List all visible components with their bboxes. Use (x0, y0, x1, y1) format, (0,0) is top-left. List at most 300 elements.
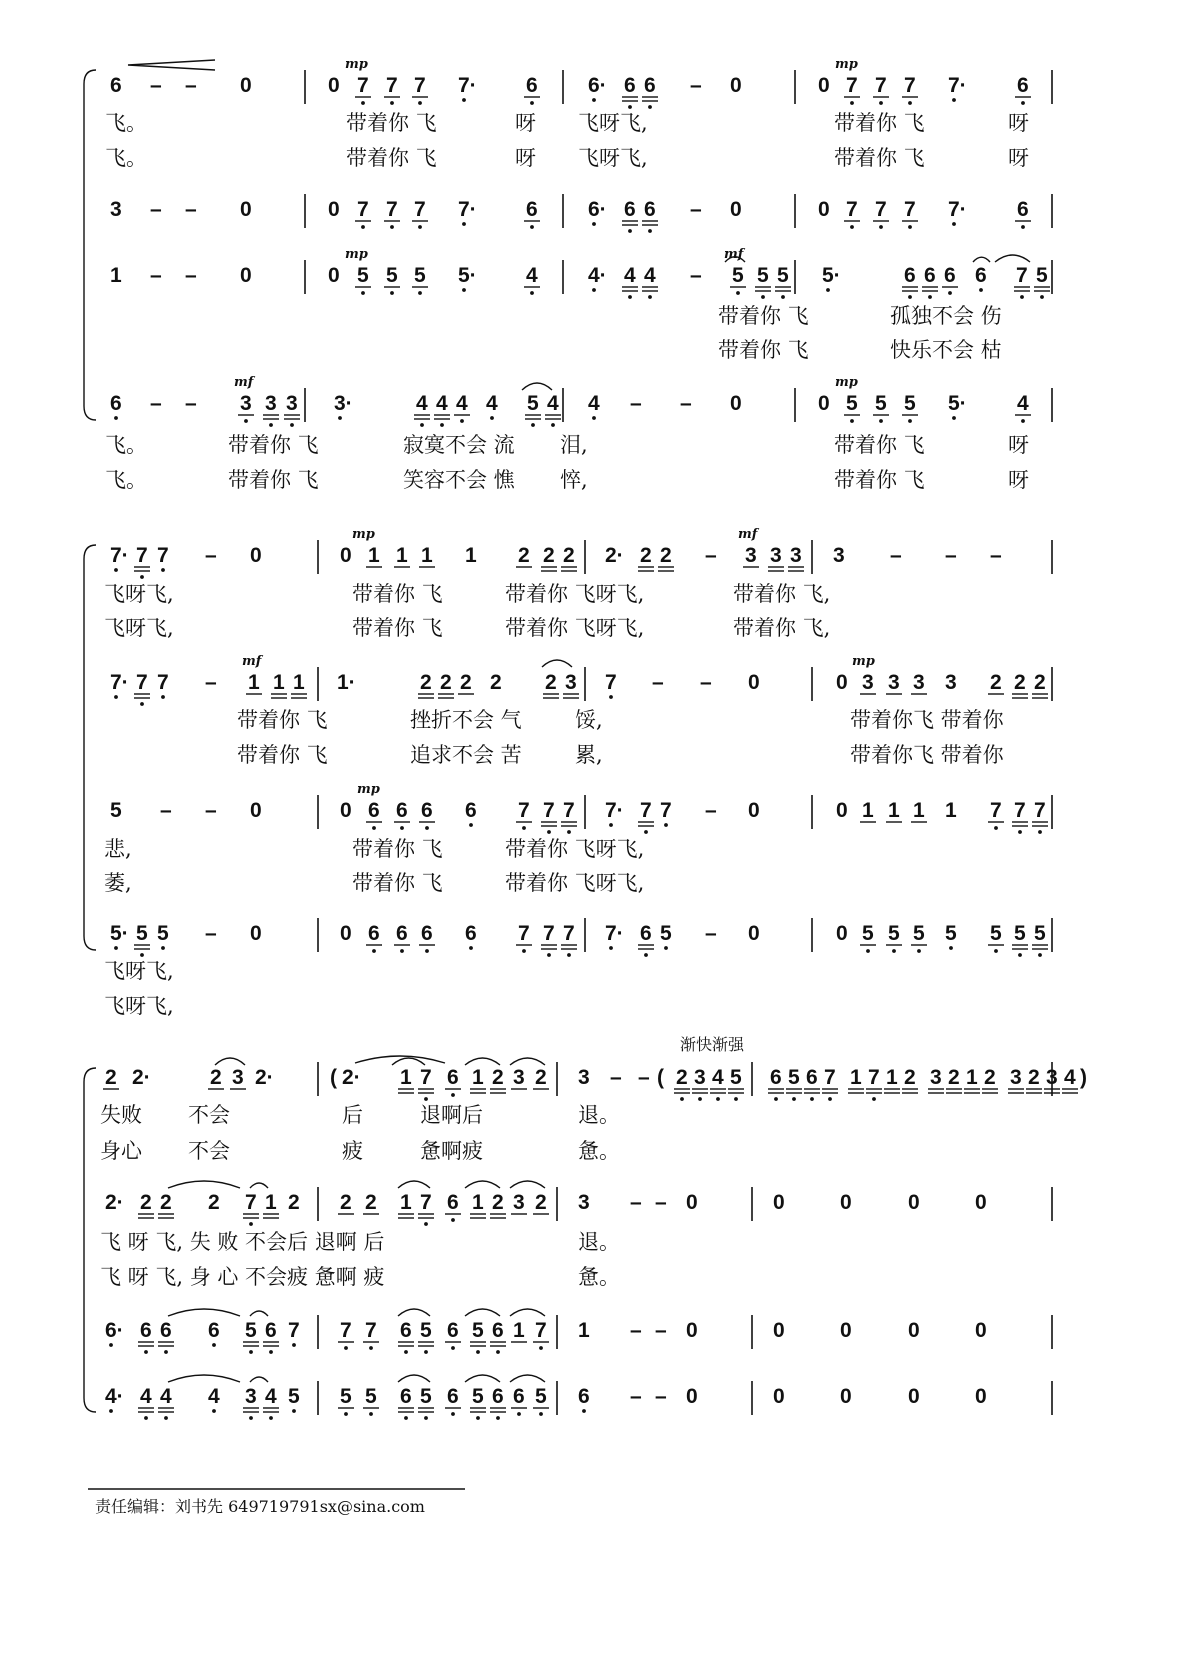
slur-mark (510, 1309, 545, 1316)
note: 2· (255, 1066, 274, 1089)
lyric-text: 呀 (1008, 111, 1029, 135)
lyric-text: 孤独不会 伤 (890, 304, 1002, 328)
note: 7 (535, 1319, 547, 1342)
voice-part-4 (104, 918, 1052, 1018)
note: 3 (513, 1066, 525, 1089)
note: 0 (908, 1319, 920, 1342)
low-octave-dot (582, 1409, 586, 1413)
note: 3 (913, 671, 925, 694)
note: 0 (836, 922, 848, 945)
low-octave-dot (369, 1412, 373, 1416)
note: 6 (644, 74, 656, 97)
low-octave-dot (161, 695, 165, 699)
note: – (690, 198, 702, 221)
note: 7 (563, 799, 575, 822)
note: 3 (578, 1066, 590, 1089)
note: 4 (712, 1066, 724, 1089)
note: – (630, 1191, 642, 1214)
dynamic-marking: mf (738, 527, 758, 542)
note: 2 (160, 1191, 172, 1214)
note: 2 (660, 544, 672, 567)
note: – (160, 799, 172, 822)
low-octave-dot (547, 953, 551, 957)
tempo-marking: 渐快渐强 (680, 1035, 745, 1054)
low-octave-dot (949, 946, 953, 950)
low-octave-dot (917, 949, 921, 953)
note: 4 (160, 1385, 172, 1408)
lyric-text: 飞呀飞, (104, 959, 174, 983)
lyric-text: 挫折不会 气 (410, 708, 522, 732)
lyric-text: 泪, (560, 433, 588, 457)
note: 1 (110, 264, 122, 287)
low-octave-dot (451, 1346, 455, 1350)
note: 0 (818, 198, 830, 221)
dynamic-marking: mf (242, 654, 262, 669)
low-octave-dot (826, 288, 830, 292)
note: 2 (545, 671, 557, 694)
note: 3 (265, 392, 277, 415)
note: 3 (1010, 1066, 1022, 1089)
note: 6 (208, 1319, 220, 1342)
note: – (890, 544, 902, 567)
note: 4 (547, 392, 559, 415)
lyric-text: 失败 (100, 1103, 142, 1127)
lyric-text: 退。 (578, 1103, 620, 1127)
note: 4 (1017, 392, 1029, 415)
note: 7 (543, 922, 555, 945)
note: 0 (250, 544, 262, 567)
note: 4· (588, 264, 607, 287)
note: – (150, 74, 162, 97)
low-octave-dot (418, 225, 422, 229)
low-octave-dot (908, 225, 912, 229)
low-octave-dot (952, 98, 956, 102)
note: 2 (1034, 671, 1046, 694)
note: 7 (245, 1191, 257, 1214)
slur-mark (398, 1375, 430, 1382)
dynamic-marking: mp (352, 527, 375, 542)
note: 7· (110, 544, 129, 567)
note: 5 (788, 1066, 800, 1089)
low-octave-dot (592, 288, 596, 292)
note: ( (330, 1066, 337, 1089)
note: 2 (288, 1191, 300, 1214)
note: 4 (140, 1385, 152, 1408)
note: 2 (492, 1066, 504, 1089)
note: 0 (840, 1191, 852, 1214)
low-octave-dot (592, 222, 596, 226)
note: 2 (365, 1191, 377, 1214)
note: 0 (240, 74, 252, 97)
lyric-text: 惫。 (578, 1139, 620, 1163)
note: 6 (421, 799, 433, 822)
note: 0 (908, 1191, 920, 1214)
note: 7 (136, 671, 148, 694)
slur-mark (465, 1309, 500, 1316)
low-octave-dot (774, 1097, 778, 1101)
note: 5 (110, 799, 122, 822)
note: 0 (975, 1385, 987, 1408)
slur-mark (250, 1311, 268, 1316)
low-octave-dot (292, 1409, 296, 1413)
low-octave-dot (628, 105, 632, 109)
note: 7· (605, 922, 624, 945)
note: 7· (458, 74, 477, 97)
note: 5 (365, 1385, 377, 1408)
note: 6 (140, 1319, 152, 1342)
note: 1 (472, 1066, 484, 1089)
voice-part-1 (104, 527, 1052, 640)
low-octave-dot (810, 1097, 814, 1101)
note: 5 (1034, 922, 1046, 945)
low-octave-dot (792, 1097, 796, 1101)
note: ( (657, 1066, 664, 1089)
note: 5 (414, 264, 426, 287)
low-octave-dot (424, 1350, 428, 1354)
low-octave-dot (592, 98, 596, 102)
note: 0 (908, 1385, 920, 1408)
low-octave-dot (144, 1416, 148, 1420)
note: 5· (110, 922, 129, 945)
note: 7 (904, 74, 916, 97)
low-octave-dot (531, 423, 535, 427)
lyric-text: 悲, (104, 837, 132, 861)
low-octave-dot (496, 1416, 500, 1420)
note: 5 (846, 392, 858, 415)
lyric-text: 呀 (1008, 433, 1029, 457)
note: 3 (245, 1385, 257, 1408)
note: 7· (948, 74, 967, 97)
note: 7 (1034, 799, 1046, 822)
note: 3 (945, 671, 957, 694)
low-octave-dot (892, 949, 896, 953)
low-octave-dot (530, 225, 534, 229)
slur-mark (398, 1181, 430, 1188)
note: 3 (232, 1066, 244, 1089)
lyric-text: 带着你 飞, (733, 616, 831, 640)
note: 5 (136, 922, 148, 945)
low-octave-dot (144, 1350, 148, 1354)
note: 1 (513, 1319, 525, 1342)
low-octave-dot (424, 1222, 428, 1226)
low-octave-dot (361, 101, 365, 105)
voice-part-3 (104, 782, 1052, 895)
note: 6 (770, 1066, 782, 1089)
lyric-text: 呀 (1008, 146, 1029, 170)
note: 5 (420, 1319, 432, 1342)
note: 7 (990, 799, 1002, 822)
lyric-text: 飞呀飞, (104, 582, 174, 606)
low-octave-dot (338, 416, 342, 420)
note: 0 (730, 74, 742, 97)
system-3 (84, 1035, 1087, 1420)
note: 4 (624, 264, 636, 287)
note: 6 (526, 74, 538, 97)
lyric-text: 惫啊疲 (420, 1139, 483, 1163)
lyric-text: 惫。 (578, 1265, 620, 1289)
note: 6 (400, 1319, 412, 1342)
note: 1 (578, 1319, 590, 1342)
low-octave-dot (850, 419, 854, 423)
note: 4 (208, 1385, 220, 1408)
dynamic-marking: mp (345, 57, 368, 72)
note: 2 (640, 544, 652, 567)
note: – (150, 264, 162, 287)
low-octave-dot (212, 1409, 216, 1413)
lyric-text: 不会 (188, 1139, 230, 1163)
low-octave-dot (424, 1097, 428, 1101)
note: 5 (157, 922, 169, 945)
note: 1 (945, 799, 957, 822)
low-octave-dot (109, 1409, 113, 1413)
note: 6 (447, 1191, 459, 1214)
low-octave-dot (547, 830, 551, 834)
note: 3 (240, 392, 252, 415)
low-octave-dot (114, 946, 118, 950)
low-octave-dot (734, 1097, 738, 1101)
low-octave-dot (872, 1097, 876, 1101)
note: 2 (535, 1066, 547, 1089)
low-octave-dot (1038, 830, 1042, 834)
lyric-text: 带着你 飞 (346, 111, 437, 135)
low-octave-dot (361, 225, 365, 229)
note: 3 (565, 671, 577, 694)
note: 5 (888, 922, 900, 945)
low-octave-dot (609, 695, 613, 699)
low-octave-dot (361, 291, 365, 295)
low-octave-dot (551, 423, 555, 427)
lyric-text: 带着你 飞 (228, 433, 319, 457)
lyric-text: 馁, (575, 708, 603, 732)
lyric-text: 带着你 飞 (352, 837, 443, 861)
low-octave-dot (404, 1416, 408, 1420)
slur-mark (973, 257, 990, 262)
note: 0 (773, 1385, 785, 1408)
note: 5 (386, 264, 398, 287)
note: 6 (806, 1066, 818, 1089)
low-octave-dot (592, 416, 596, 420)
low-octave-dot (539, 1346, 543, 1350)
low-octave-dot (530, 101, 534, 105)
note: – (705, 922, 717, 945)
low-octave-dot (418, 101, 422, 105)
note: 2 (984, 1066, 996, 1089)
note: – (185, 264, 197, 287)
low-octave-dot (140, 702, 144, 706)
note: 0 (840, 1319, 852, 1342)
low-octave-dot (140, 575, 144, 579)
note: – (705, 799, 717, 822)
low-octave-dot (1040, 295, 1044, 299)
note: 2 (340, 1191, 352, 1214)
note: 4 (588, 392, 600, 415)
note: 0 (730, 198, 742, 221)
slur-mark (168, 1375, 240, 1382)
low-octave-dot (290, 423, 294, 427)
slur-mark (995, 255, 1030, 262)
note: 6 (447, 1066, 459, 1089)
lyric-text: 退。 (578, 1230, 620, 1254)
slur-mark (510, 1375, 545, 1382)
dynamic-marking: mp (357, 782, 380, 797)
slur-mark (465, 1058, 500, 1065)
lyric-text: 萎, (104, 871, 132, 895)
note: – (680, 392, 692, 415)
note: 3 (1046, 1066, 1058, 1089)
low-octave-dot (212, 1343, 216, 1347)
note: 3 (930, 1066, 942, 1089)
lyric-text: 呀 (515, 146, 536, 170)
note: – (655, 1191, 667, 1214)
low-octave-dot (249, 1416, 253, 1420)
note: 1 (396, 544, 408, 567)
note: 5 (420, 1385, 432, 1408)
low-octave-dot (451, 1412, 455, 1416)
note: 6 (526, 198, 538, 221)
note: 0 (773, 1191, 785, 1214)
low-octave-dot (114, 416, 118, 420)
low-octave-dot (994, 826, 998, 830)
note: 6 (447, 1385, 459, 1408)
note: 0 (975, 1191, 987, 1214)
low-octave-dot (161, 946, 165, 950)
note: 6 (640, 922, 652, 945)
voice-part-3 (110, 247, 1052, 362)
low-octave-dot (522, 949, 526, 953)
low-octave-dot (850, 225, 854, 229)
low-octave-dot (469, 946, 473, 950)
low-octave-dot (451, 1093, 455, 1097)
note: 1 (400, 1066, 412, 1089)
note: 3 (888, 671, 900, 694)
note: 3 (833, 544, 845, 567)
note: 7 (543, 799, 555, 822)
lyric-text: 带着你 飞 (237, 708, 328, 732)
low-octave-dot (269, 1350, 273, 1354)
note: 6 (492, 1319, 504, 1342)
note: 6 (578, 1385, 590, 1408)
low-octave-dot (716, 1097, 720, 1101)
slur-mark (392, 1058, 425, 1065)
lyric-text: 带着你 飞呀飞, (505, 837, 645, 861)
note: 7 (414, 198, 426, 221)
note: 7 (875, 198, 887, 221)
note: 7 (386, 198, 398, 221)
note: – (690, 74, 702, 97)
note: – (630, 1319, 642, 1342)
low-octave-dot (664, 946, 668, 950)
low-octave-dot (609, 823, 613, 827)
note: 1 (472, 1191, 484, 1214)
note: 4 (526, 264, 538, 287)
voice-part-1 (100, 1062, 1087, 1163)
note: 0 (250, 799, 262, 822)
low-octave-dot (418, 291, 422, 295)
low-octave-dot (648, 229, 652, 233)
low-octave-dot (372, 949, 376, 953)
note: 7 (1016, 264, 1028, 287)
low-octave-dot (109, 1343, 113, 1347)
low-octave-dot (161, 568, 165, 572)
low-octave-dot (879, 225, 883, 229)
note: – (205, 922, 217, 945)
note: 5 (945, 922, 957, 945)
note: 3· (334, 392, 353, 415)
note: 0 (836, 671, 848, 694)
note: 6 (396, 799, 408, 822)
low-octave-dot (609, 946, 613, 950)
low-octave-dot (879, 419, 883, 423)
note: 4 (416, 392, 428, 415)
low-octave-dot (908, 101, 912, 105)
note: – (705, 544, 717, 567)
note: – (638, 1066, 650, 1089)
note: – (945, 544, 957, 567)
low-octave-dot (424, 1416, 428, 1420)
low-octave-dot (425, 949, 429, 953)
editor-credit: 责任编辑：刘书先 649719791sx@sina.com (95, 1497, 425, 1516)
note: 3 (745, 544, 757, 567)
low-octave-dot (1038, 953, 1042, 957)
lyric-text: 累, (575, 743, 603, 767)
note: 5 (730, 1066, 742, 1089)
note: 6 (904, 264, 916, 287)
note: 7 (824, 1066, 836, 1089)
lyric-text: 飞。 (105, 468, 147, 492)
note: 3 (790, 544, 802, 567)
note: – (990, 544, 1002, 567)
low-octave-dot (369, 1346, 373, 1350)
lyric-text: 飞呀飞, (578, 111, 648, 135)
system-brace (84, 545, 96, 950)
lyric-text: 带着你 飞 (352, 616, 443, 640)
note: 0 (328, 198, 340, 221)
note: 6 (368, 922, 380, 945)
note: 5 (527, 392, 539, 415)
note: 3 (286, 392, 298, 415)
lyric-text: 呀 (515, 111, 536, 135)
slur-mark (168, 1309, 240, 1316)
note: 2 (1014, 671, 1026, 694)
low-octave-dot (664, 823, 668, 827)
low-octave-dot (344, 1412, 348, 1416)
note: – (700, 671, 712, 694)
note: 2 (676, 1066, 688, 1089)
note: 1 (421, 544, 433, 567)
low-octave-dot (462, 288, 466, 292)
system-brace (84, 70, 96, 420)
lyric-text: 寂寞不会 流 (403, 433, 515, 457)
note: 5 (913, 922, 925, 945)
low-octave-dot (390, 225, 394, 229)
note: 0 (748, 799, 760, 822)
note: 6 (400, 1385, 412, 1408)
note: 1 (850, 1066, 862, 1089)
lyric-text: 悴, (560, 468, 588, 492)
note: 7· (458, 198, 477, 221)
low-octave-dot (994, 949, 998, 953)
note: 4 (436, 392, 448, 415)
note: 7 (518, 922, 530, 945)
low-octave-dot (850, 101, 854, 105)
note: 5 (288, 1385, 300, 1408)
note: 6 (110, 392, 122, 415)
note: 6 (513, 1385, 525, 1408)
low-octave-dot (249, 1350, 253, 1354)
lyric-text: 飞 呀 飞, 身 心 不会疲 惫啊 疲 (100, 1265, 385, 1289)
note: 5 (757, 264, 769, 287)
note: 0 (818, 74, 830, 97)
